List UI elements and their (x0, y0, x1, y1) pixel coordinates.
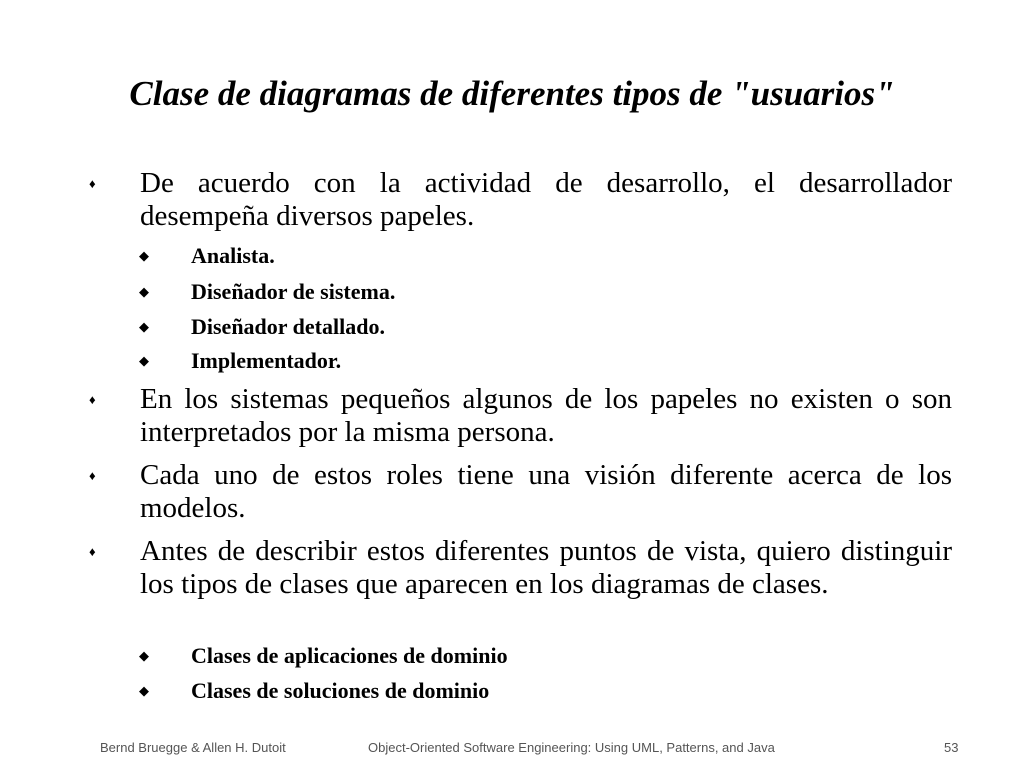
bullet-text: De acuerdo con la actividad de desarrollo, el desarrollador desempeña diversos papeles. (140, 167, 952, 232)
sub-bullet-point (139, 678, 490, 704)
sub-bullet-text: Diseñador detallado. (191, 314, 385, 339)
slide-title: Clase de diagramas de diferentes tipos de "usuarios" (129, 74, 895, 113)
sub-bullet-point (139, 314, 385, 340)
sub-bullet-point (139, 243, 275, 269)
page-number: 53 (944, 740, 959, 755)
sub-bullet-text: Clases de soluciones de dominio (191, 678, 490, 703)
sub-bullet-text: Analista. (191, 243, 275, 268)
diamond-bullet-icon: ◆ (139, 248, 149, 263)
bullet-point (89, 383, 952, 449)
diamond-bullet-icon: ◆ (139, 648, 149, 663)
bullet-text: Cada uno de estos roles tiene una visión diferente acerca de los modelos. (140, 459, 952, 524)
diamond-bullet-icon: ♦ (89, 392, 96, 407)
bullet-point (89, 167, 952, 233)
bullet-point (89, 535, 952, 601)
diamond-bullet-icon: ♦ (89, 468, 96, 483)
footer-book-title: Object-Oriented Software Engineering: Using UML, Patterns, and Java (368, 740, 775, 755)
diamond-bullet-icon: ♦ (89, 544, 96, 559)
bullet-text: En los sistemas pequeños algunos de los papeles no existen o son interpretados por la misma persona. (140, 383, 952, 448)
sub-bullet-point (139, 348, 342, 374)
diamond-bullet-icon: ♦ (89, 176, 96, 191)
bullet-text: Antes de describir estos diferentes puntos de vista, quiero distinguir los tipos de clases que aparecen en los diagramas de clases. (140, 535, 952, 600)
sub-bullet-text: Clases de aplicaciones de dominio (191, 643, 508, 668)
diamond-bullet-icon: ◆ (139, 284, 149, 299)
sub-bullet-text: Diseñador de sistema. (191, 279, 396, 304)
sub-bullet-point (139, 279, 396, 305)
sub-bullet-text: Implementador. (191, 348, 342, 373)
footer-authors: Bernd Bruegge & Allen H. Dutoit (100, 740, 286, 755)
diamond-bullet-icon: ◆ (139, 319, 149, 334)
sub-bullet-point (139, 643, 508, 669)
diamond-bullet-icon: ◆ (139, 353, 149, 368)
bullet-point (89, 459, 952, 525)
diamond-bullet-icon: ◆ (139, 683, 149, 698)
